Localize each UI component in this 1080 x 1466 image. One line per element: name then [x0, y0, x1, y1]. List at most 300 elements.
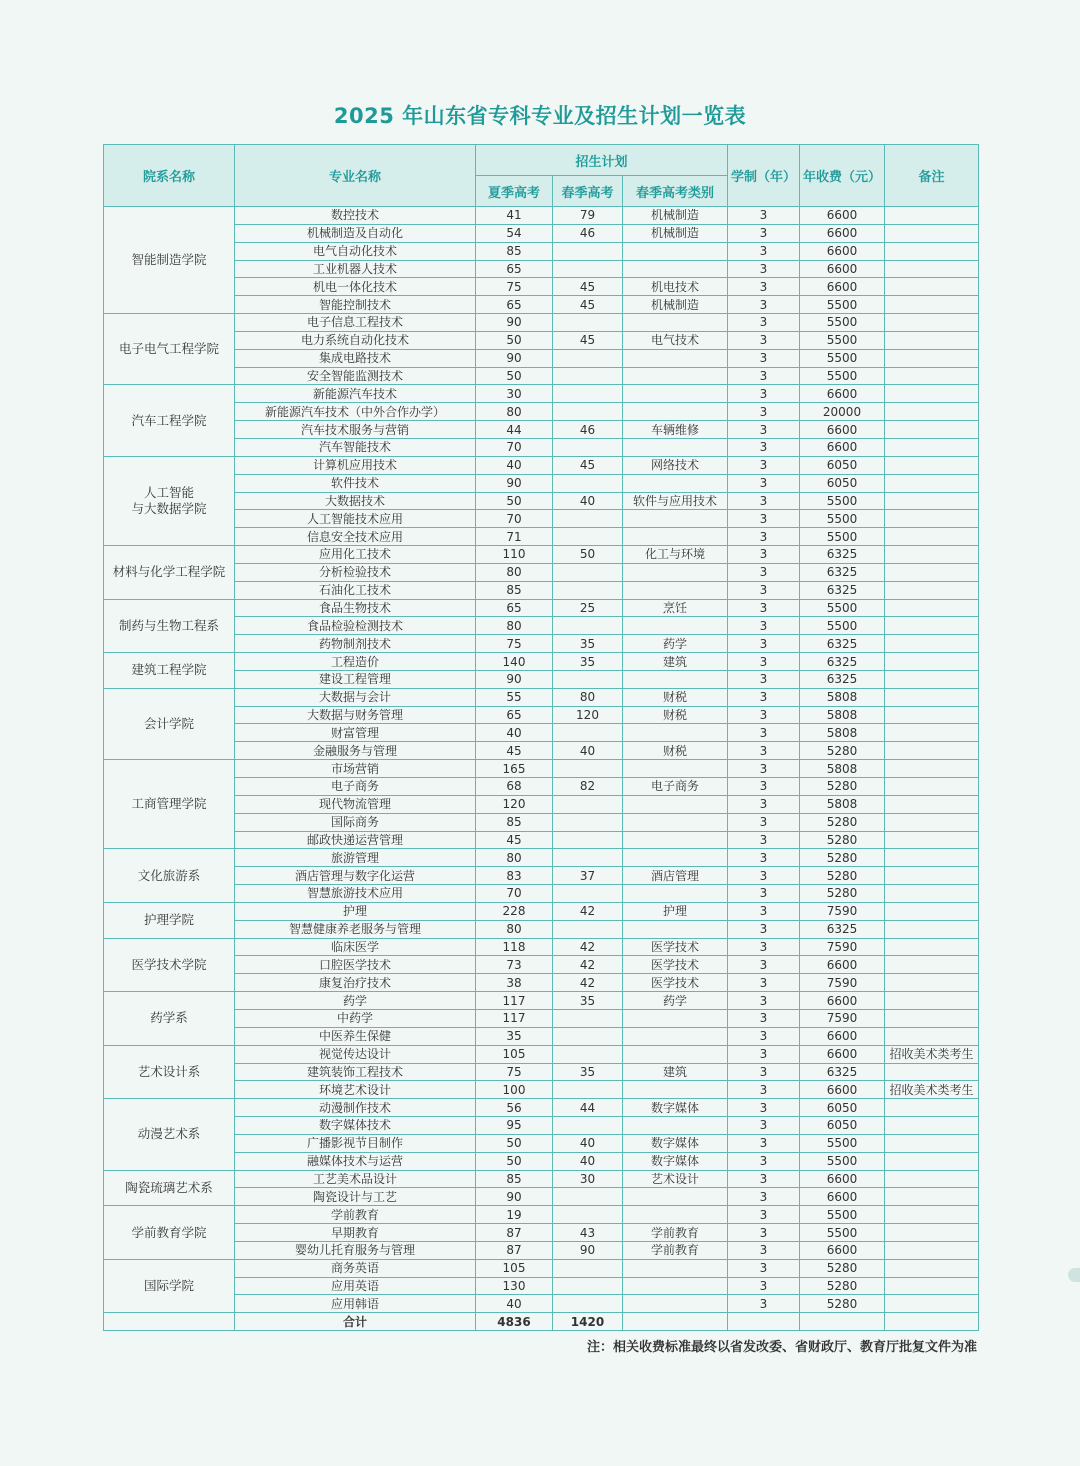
- annual-fee: 7590: [800, 1009, 885, 1027]
- summer-quota: 80: [476, 617, 553, 635]
- table-row: [104, 403, 979, 421]
- spring-quota: 35: [553, 1063, 623, 1081]
- summer-quota: 65: [476, 296, 553, 314]
- table-row: [104, 1188, 979, 1206]
- spring-quota: [553, 670, 623, 688]
- table-row: [104, 1152, 979, 1170]
- major-name: 集成电路技术: [235, 349, 476, 367]
- annual-fee: 6600: [800, 242, 885, 260]
- summer-quota: 19: [476, 1206, 553, 1224]
- annual-fee: 6600: [800, 260, 885, 278]
- header-spring-category: 春季高考类别: [623, 176, 728, 207]
- spring-quota: [553, 724, 623, 742]
- spring-category: [623, 349, 728, 367]
- total-empty-cell: [885, 1313, 979, 1331]
- annual-fee: 7590: [800, 938, 885, 956]
- annual-fee: 5280: [800, 1295, 885, 1313]
- table-row: [104, 1081, 979, 1099]
- summer-quota: 90: [476, 349, 553, 367]
- spring-category: [623, 528, 728, 546]
- duration: 3: [728, 1027, 800, 1045]
- spring-quota: 42: [553, 956, 623, 974]
- spring-quota: [553, 563, 623, 581]
- spring-quota: 46: [553, 224, 623, 242]
- spring-category: [623, 760, 728, 778]
- spring-quota: [553, 920, 623, 938]
- remark: [885, 831, 979, 849]
- remark: [885, 1206, 979, 1224]
- spring-category: 数字媒体: [623, 1099, 728, 1117]
- major-name: 计算机应用技术: [235, 456, 476, 474]
- department-name: 陶瓷琉璃艺术系: [104, 1170, 235, 1206]
- major-name: 工业机器人技术: [235, 260, 476, 278]
- table-row: [104, 278, 979, 296]
- summer-quota: 90: [476, 314, 553, 332]
- table-row: [104, 456, 979, 474]
- major-name: 电气自动化技术: [235, 242, 476, 260]
- remark: [885, 349, 979, 367]
- summer-quota: 140: [476, 653, 553, 671]
- duration: 3: [728, 902, 800, 920]
- header-remark: 备注: [885, 145, 979, 207]
- spring-category: [623, 474, 728, 492]
- spring-quota: [553, 367, 623, 385]
- duration: 3: [728, 367, 800, 385]
- spring-quota: 25: [553, 599, 623, 617]
- annual-fee: 6600: [800, 1241, 885, 1259]
- major-name: 智慧健康养老服务与管理: [235, 920, 476, 938]
- spring-category: 化工与环境: [623, 546, 728, 564]
- remark: [885, 670, 979, 688]
- spring-quota: 50: [553, 546, 623, 564]
- spring-category: [623, 314, 728, 332]
- table-row: [104, 581, 979, 599]
- spring-quota: [553, 403, 623, 421]
- major-name: 药学: [235, 992, 476, 1010]
- duration: 3: [728, 1134, 800, 1152]
- spring-category: [623, 795, 728, 813]
- remark: [885, 885, 979, 903]
- major-name: 电力系统自动化技术: [235, 331, 476, 349]
- annual-fee: 5500: [800, 492, 885, 510]
- duration: 3: [728, 1295, 800, 1313]
- summer-quota: 100: [476, 1081, 553, 1099]
- duration: 3: [728, 1081, 800, 1099]
- spring-quota: 120: [553, 706, 623, 724]
- remark: [885, 385, 979, 403]
- table-row: [104, 956, 979, 974]
- table-row: [104, 438, 979, 456]
- spring-category: 数字媒体: [623, 1134, 728, 1152]
- duration: 3: [728, 635, 800, 653]
- remark: [885, 260, 979, 278]
- table-row: [104, 867, 979, 885]
- summer-quota: 85: [476, 813, 553, 831]
- duration: 3: [728, 920, 800, 938]
- spring-category: [623, 438, 728, 456]
- remark: [885, 474, 979, 492]
- spring-quota: [553, 1259, 623, 1277]
- summer-quota: 85: [476, 242, 553, 260]
- remark: [885, 867, 979, 885]
- duration: 3: [728, 760, 800, 778]
- major-name: 旅游管理: [235, 849, 476, 867]
- table-row: [104, 849, 979, 867]
- remark: [885, 1009, 979, 1027]
- annual-fee: 6325: [800, 653, 885, 671]
- summer-quota: 118: [476, 938, 553, 956]
- annual-fee: 5500: [800, 367, 885, 385]
- summer-quota: 83: [476, 867, 553, 885]
- summer-quota: 110: [476, 546, 553, 564]
- summer-quota: 80: [476, 849, 553, 867]
- major-name: 分析检验技术: [235, 563, 476, 581]
- major-name: 临床医学: [235, 938, 476, 956]
- table-row: [104, 1063, 979, 1081]
- table-row: [104, 902, 979, 920]
- spring-category: [623, 563, 728, 581]
- remark: [885, 849, 979, 867]
- remark: [885, 635, 979, 653]
- annual-fee: 6600: [800, 1170, 885, 1188]
- annual-fee: 6600: [800, 224, 885, 242]
- spring-quota: 42: [553, 902, 623, 920]
- remark: [885, 421, 979, 439]
- duration: 3: [728, 1170, 800, 1188]
- table-row: [104, 778, 979, 796]
- major-name: 现代物流管理: [235, 795, 476, 813]
- table-row: [104, 1277, 979, 1295]
- table-row: [104, 1206, 979, 1224]
- annual-fee: 6600: [800, 956, 885, 974]
- spring-quota: 80: [553, 688, 623, 706]
- annual-fee: 6600: [800, 992, 885, 1010]
- spring-category: 电子商务: [623, 778, 728, 796]
- spring-category: 机械制造: [623, 224, 728, 242]
- summer-quota: 70: [476, 438, 553, 456]
- major-name: 机电一体化技术: [235, 278, 476, 296]
- major-name: 食品生物技术: [235, 599, 476, 617]
- total-spring: 1420: [553, 1313, 623, 1331]
- major-name: 安全智能监测技术: [235, 367, 476, 385]
- major-name: 婴幼儿托育服务与管理: [235, 1241, 476, 1259]
- table-row: [104, 546, 979, 564]
- major-name: 邮政快递运营管理: [235, 831, 476, 849]
- spring-quota: [553, 385, 623, 403]
- duration: 3: [728, 992, 800, 1010]
- summer-quota: 56: [476, 1099, 553, 1117]
- total-empty-cell: [728, 1313, 800, 1331]
- spring-quota: 90: [553, 1241, 623, 1259]
- footnote: 注：相关收费标准最终以省发改委、省财政厅、教育厅批复文件为准: [586, 1340, 977, 1355]
- annual-fee: 5808: [800, 760, 885, 778]
- remark: [885, 938, 979, 956]
- major-name: 数字媒体技术: [235, 1117, 476, 1135]
- duration: 3: [728, 1241, 800, 1259]
- summer-quota: 75: [476, 635, 553, 653]
- table-row: [104, 1134, 979, 1152]
- header-summer: 夏季高考: [476, 176, 553, 207]
- annual-fee: 5280: [800, 813, 885, 831]
- total-empty-cell: [104, 1313, 235, 1331]
- spring-quota: 45: [553, 331, 623, 349]
- page-title: 2025 年山东省专科专业及招生计划一览表: [333, 104, 747, 128]
- duration: 3: [728, 1063, 800, 1081]
- table-row: [104, 1009, 979, 1027]
- duration: 3: [728, 278, 800, 296]
- spring-quota: [553, 813, 623, 831]
- duration: 3: [728, 706, 800, 724]
- remark: [885, 724, 979, 742]
- spring-quota: [553, 510, 623, 528]
- annual-fee: 6325: [800, 563, 885, 581]
- annual-fee: 5808: [800, 724, 885, 742]
- duration: 3: [728, 867, 800, 885]
- summer-quota: 40: [476, 1295, 553, 1313]
- major-name: 应用英语: [235, 1277, 476, 1295]
- spring-category: 学前教育: [623, 1241, 728, 1259]
- spring-category: [623, 385, 728, 403]
- table-row: [104, 653, 979, 671]
- major-name: 酒店管理与数字化运营: [235, 867, 476, 885]
- spring-quota: 40: [553, 1134, 623, 1152]
- remark: [885, 492, 979, 510]
- annual-fee: 5500: [800, 617, 885, 635]
- major-name: 国际商务: [235, 813, 476, 831]
- major-name: 信息安全技术应用: [235, 528, 476, 546]
- spring-quota: [553, 438, 623, 456]
- remark: [885, 296, 979, 314]
- annual-fee: 5500: [800, 528, 885, 546]
- spring-category: [623, 813, 728, 831]
- summer-quota: 35: [476, 1027, 553, 1045]
- duration: 3: [728, 1009, 800, 1027]
- spring-quota: [553, 795, 623, 813]
- summer-quota: 105: [476, 1045, 553, 1063]
- annual-fee: 5500: [800, 296, 885, 314]
- major-name: 建筑装饰工程技术: [235, 1063, 476, 1081]
- summer-quota: 65: [476, 706, 553, 724]
- spring-category: 护理: [623, 902, 728, 920]
- duration: 3: [728, 224, 800, 242]
- summer-quota: 90: [476, 474, 553, 492]
- major-name: 工艺美术品设计: [235, 1170, 476, 1188]
- spring-quota: 40: [553, 1152, 623, 1170]
- spring-category: [623, 242, 728, 260]
- duration: 3: [728, 385, 800, 403]
- table-body: [104, 207, 979, 1313]
- major-name: 护理: [235, 902, 476, 920]
- major-name: 学前教育: [235, 1206, 476, 1224]
- remark: [885, 688, 979, 706]
- table-row: [104, 635, 979, 653]
- spring-quota: [553, 528, 623, 546]
- spring-quota: 35: [553, 635, 623, 653]
- spring-quota: 35: [553, 992, 623, 1010]
- table-row: [104, 296, 979, 314]
- spring-quota: 42: [553, 974, 623, 992]
- remark: [885, 992, 979, 1010]
- table-row: [104, 421, 979, 439]
- duration: 3: [728, 1117, 800, 1135]
- table-row: [104, 1027, 979, 1045]
- spring-quota: [553, 831, 623, 849]
- duration: 3: [728, 849, 800, 867]
- duration: 3: [728, 492, 800, 510]
- duration: 3: [728, 528, 800, 546]
- spring-quota: [553, 617, 623, 635]
- spring-quota: 42: [553, 938, 623, 956]
- spring-category: [623, 1027, 728, 1045]
- remark: 招收美术类考生: [885, 1081, 979, 1099]
- spring-category: 车辆维修: [623, 421, 728, 439]
- major-name: 人工智能技术应用: [235, 510, 476, 528]
- remark: [885, 706, 979, 724]
- table-row: [104, 813, 979, 831]
- spring-quota: 35: [553, 653, 623, 671]
- summer-quota: 40: [476, 456, 553, 474]
- table-row: [104, 1099, 979, 1117]
- remark: [885, 956, 979, 974]
- table-row: [104, 938, 979, 956]
- table-row: [104, 474, 979, 492]
- remark: [885, 653, 979, 671]
- spring-category: [623, 1045, 728, 1063]
- table-row: [104, 528, 979, 546]
- summer-quota: 90: [476, 670, 553, 688]
- table-row: [104, 1224, 979, 1242]
- summer-quota: 87: [476, 1224, 553, 1242]
- major-name: 广播影视节目制作: [235, 1134, 476, 1152]
- table-row: [104, 1117, 979, 1135]
- department-name: 医学技术学院: [104, 938, 235, 992]
- spring-quota: [553, 1277, 623, 1295]
- spring-category: [623, 1277, 728, 1295]
- major-name: 机械制造及自动化: [235, 224, 476, 242]
- spring-category: 机电技术: [623, 278, 728, 296]
- spring-quota: [553, 242, 623, 260]
- spring-quota: [553, 260, 623, 278]
- spring-category: [623, 403, 728, 421]
- summer-quota: 50: [476, 367, 553, 385]
- spring-quota: [553, 849, 623, 867]
- remark: [885, 224, 979, 242]
- summer-quota: 87: [476, 1241, 553, 1259]
- major-name: 工程造价: [235, 653, 476, 671]
- major-name: 石油化工技术: [235, 581, 476, 599]
- major-name: 大数据与会计: [235, 688, 476, 706]
- duration: 3: [728, 688, 800, 706]
- major-name: 应用化工技术: [235, 546, 476, 564]
- remark: [885, 1099, 979, 1117]
- annual-fee: 5500: [800, 510, 885, 528]
- spring-category: 机械制造: [623, 296, 728, 314]
- department-name: 建筑工程学院: [104, 653, 235, 689]
- remark: [885, 314, 979, 332]
- department-name: 动漫艺术系: [104, 1099, 235, 1170]
- annual-fee: 5500: [800, 1134, 885, 1152]
- spring-category: 软件与应用技术: [623, 492, 728, 510]
- table-row: [104, 224, 979, 242]
- remark: [885, 760, 979, 778]
- duration: 3: [728, 207, 800, 225]
- remark: [885, 795, 979, 813]
- spring-quota: [553, 1117, 623, 1135]
- remark: [885, 1170, 979, 1188]
- annual-fee: 5500: [800, 314, 885, 332]
- table-row: [104, 510, 979, 528]
- remark: [885, 920, 979, 938]
- table-row: [104, 992, 979, 1010]
- total-empty-cell: [800, 1313, 885, 1331]
- spring-quota: [553, 760, 623, 778]
- major-name: 中医养生保健: [235, 1027, 476, 1045]
- summer-quota: 65: [476, 599, 553, 617]
- duration: 3: [728, 778, 800, 796]
- duration: 3: [728, 296, 800, 314]
- annual-fee: 5280: [800, 885, 885, 903]
- annual-fee: 6325: [800, 546, 885, 564]
- table-row: [104, 260, 979, 278]
- spring-category: 医学技术: [623, 974, 728, 992]
- remark: [885, 1027, 979, 1045]
- annual-fee: 6325: [800, 1063, 885, 1081]
- remark: [885, 742, 979, 760]
- major-name: 早期教育: [235, 1224, 476, 1242]
- annual-fee: 6600: [800, 385, 885, 403]
- annual-fee: 6600: [800, 278, 885, 296]
- duration: 3: [728, 438, 800, 456]
- header-spring: 春季高考: [553, 176, 623, 207]
- duration: 3: [728, 403, 800, 421]
- annual-fee: 6050: [800, 474, 885, 492]
- duration: 3: [728, 581, 800, 599]
- annual-fee: 5280: [800, 778, 885, 796]
- spring-category: [623, 260, 728, 278]
- spring-category: 数字媒体: [623, 1152, 728, 1170]
- spring-quota: 79: [553, 207, 623, 225]
- duration: 3: [728, 885, 800, 903]
- major-name: 应用韩语: [235, 1295, 476, 1313]
- duration: 3: [728, 742, 800, 760]
- remark: [885, 331, 979, 349]
- major-name: 智能控制技术: [235, 296, 476, 314]
- header-fee: 年收费（元）: [800, 145, 885, 207]
- major-name: 大数据与财务管理: [235, 706, 476, 724]
- summer-quota: 38: [476, 974, 553, 992]
- spring-quota: 82: [553, 778, 623, 796]
- major-name: 金融服务与管理: [235, 742, 476, 760]
- spring-quota: 43: [553, 1224, 623, 1242]
- major-name: 大数据技术: [235, 492, 476, 510]
- annual-fee: 7590: [800, 902, 885, 920]
- duration: 3: [728, 421, 800, 439]
- table-row: [104, 724, 979, 742]
- annual-fee: 6600: [800, 438, 885, 456]
- remark: [885, 1241, 979, 1259]
- duration: 3: [728, 974, 800, 992]
- spring-category: [623, 849, 728, 867]
- spring-category: 烹饪: [623, 599, 728, 617]
- spring-category: 财税: [623, 706, 728, 724]
- table-row: [104, 1241, 979, 1259]
- spring-quota: [553, 1027, 623, 1045]
- spring-quota: [553, 1188, 623, 1206]
- remark: [885, 813, 979, 831]
- spring-quota: [553, 349, 623, 367]
- annual-fee: 5500: [800, 1152, 885, 1170]
- major-name: 视觉传达设计: [235, 1045, 476, 1063]
